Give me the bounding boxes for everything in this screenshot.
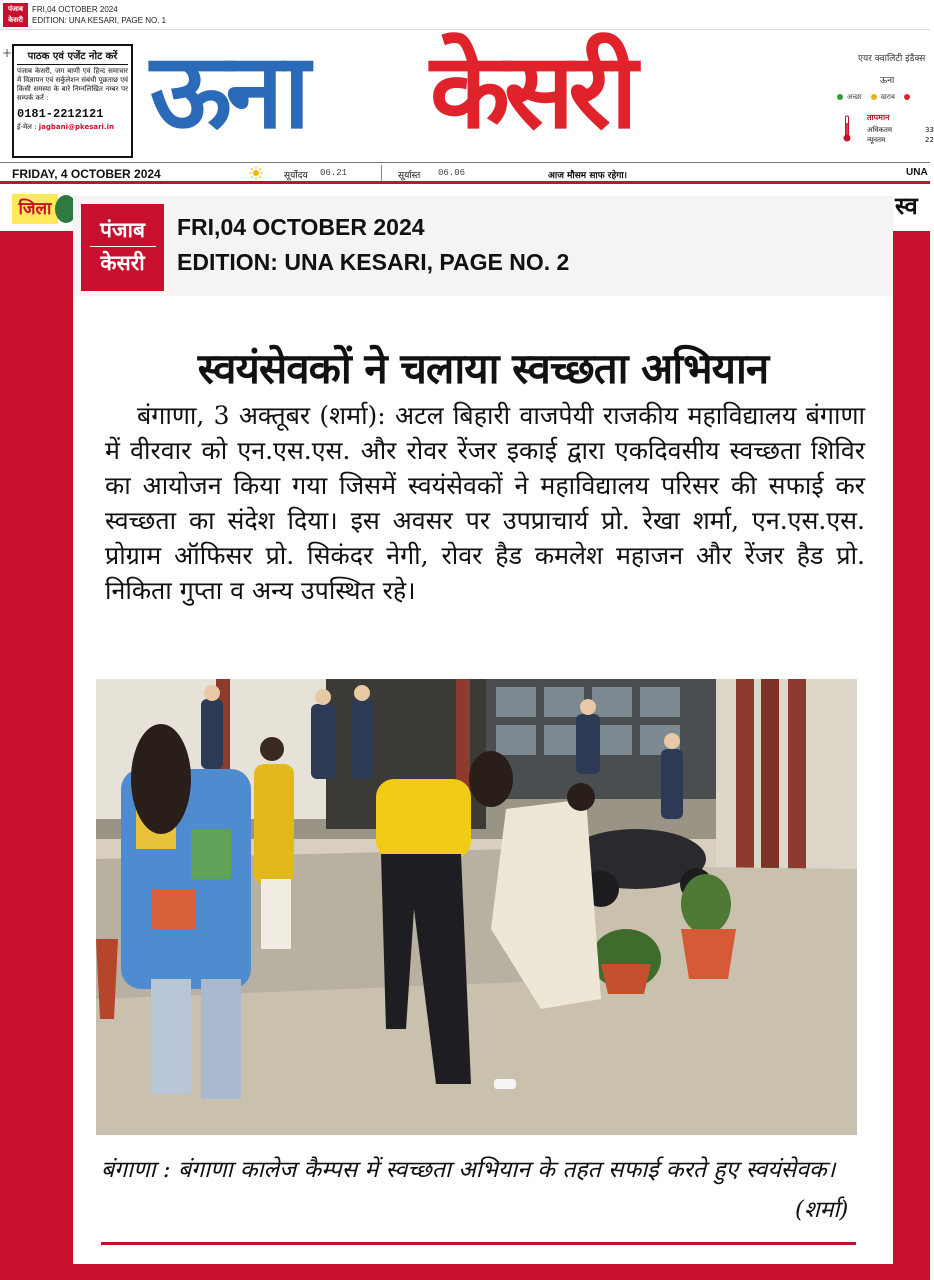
info-edition: UNA <box>906 167 928 178</box>
thermometer-icon <box>843 115 851 143</box>
sunset-time: 06.06 <box>438 168 466 178</box>
news-clipping <box>73 196 893 1264</box>
temperature-title: तापमान <box>867 113 890 122</box>
temperature-min-value: 22 <box>925 136 934 144</box>
air-quality-city: ऊना <box>880 76 895 86</box>
clipping-date: FRI,04 OCTOBER 2024 <box>177 214 425 240</box>
reader-notice-box <box>12 44 133 158</box>
sunrise-label: सूर्योदय <box>284 171 308 181</box>
top-edition-info <box>32 4 166 26</box>
photo-credit: (शर्मा) <box>795 1197 849 1223</box>
logo-word-punjab: पंजाब <box>100 218 145 242</box>
weather-forecast: आज मौसम साफ रहेगा। <box>548 171 628 181</box>
article-headline: स्वयंसेवकों ने चलाया स्वच्छता अभियान <box>197 344 769 393</box>
bad-dot-icon <box>871 94 877 100</box>
notice-email <box>17 123 128 132</box>
top-date: FRI,04 OCTOBER 2024 <box>32 5 118 14</box>
cut-headline-fragment: स्व <box>895 192 918 220</box>
top-strip <box>0 0 930 30</box>
temperature-max-value: 33 <box>925 126 934 134</box>
sunrise-time: 06.21 <box>320 168 348 178</box>
good-dot-icon <box>837 94 843 100</box>
legend-good: अच्छा <box>847 93 862 101</box>
air-quality-legend <box>837 93 914 102</box>
clipping-header <box>73 196 893 296</box>
clipping-bottom-rule <box>101 1242 856 1245</box>
legend-bad: खराब <box>880 93 895 101</box>
notice-body: पंजाब केसरी, जग बाणी एवं हिन्द समाचार में विज्ञापन एवं सर्कुलेशन संबंधी पूछताछ एवं किसी समस्या के बारे निम्नलिखित नम्बर पर सम्पर्क करें : <box>17 67 128 102</box>
punjab-kesari-mini-logo: पंजाब केसरी <box>3 3 28 27</box>
notice-email-address: jagbani@pkesari.in <box>38 123 114 131</box>
masthead <box>0 30 934 187</box>
clipping-edition: EDITION: UNA KESARI, PAGE NO. 2 <box>177 249 570 275</box>
temperature-max <box>867 126 934 135</box>
top-edition: EDITION: UNA KESARI, PAGE NO. 1 <box>32 16 167 25</box>
info-date: FRIDAY, 4 OCTOBER 2024 <box>12 167 161 181</box>
temperature-min <box>867 136 934 145</box>
crop-mark-icon: + <box>2 46 13 60</box>
air-quality-heading: एयर क्वालिटी इंडैक्स <box>858 54 926 64</box>
article-body: बंगाणा, 3 अक्तूबर (शर्मा): अटल बिहारी वाजपेयी राजकीय महाविद्यालय बंगाणा में वीरवार को एन.एस.एस. और रोवर रेंजर इकाई द्वारा एकदिवसीय स्वच्छता शिविर का आयोजन किया गया जिसमें स्वयंसेवकों ने महाविद्यालय परिसर की सफाई कर स्वच्छता का संदेश दिया। इस अवसर पर उपप्राचार्य प्रो. रेखा शर्मा, एन.एस.एस. प्रोग्राम ऑफिसर प्रो. सिकंदर नेगी, रोवर हैड कमलेश महाजन और रेंजर हैड प्रो. निकिता गुप्ता व अन्य उपस्थित रहे। <box>105 401 865 605</box>
masthead-title-kesari: केसरी <box>430 30 632 152</box>
temperature-box <box>843 113 934 155</box>
notice-heading: पाठक एवं एजेंट नोट करें <box>17 48 128 65</box>
temperature-min-label: न्यूनतम <box>867 136 886 144</box>
masthead-title-una: ऊना <box>150 30 305 152</box>
notice-email-label: ई-मेल : <box>17 123 37 131</box>
photo-caption: बंगाणा : बंगाणा कालेज कैम्पस में स्वच्छता अभियान के तहत सफाई करते हुए स्वयंसेवक। <box>101 1157 836 1183</box>
sun-icon <box>249 166 263 180</box>
sunset-label: सूर्यास्त <box>398 171 421 181</box>
section-tag-zila: जिला <box>12 194 58 224</box>
info-separator <box>381 165 382 181</box>
punjab-kesari-logo <box>81 204 164 291</box>
article-photo <box>96 679 857 1135</box>
notice-phone: 0181-2212121 <box>17 107 104 121</box>
severe-dot-icon <box>904 94 910 100</box>
temperature-max-label: अधिकतम <box>867 126 893 134</box>
masthead-info-bar <box>0 162 930 184</box>
logo-word-kesari: केसरी <box>100 251 145 275</box>
logo-rule <box>90 246 156 247</box>
cleanliness-drive-photo <box>96 679 857 1135</box>
